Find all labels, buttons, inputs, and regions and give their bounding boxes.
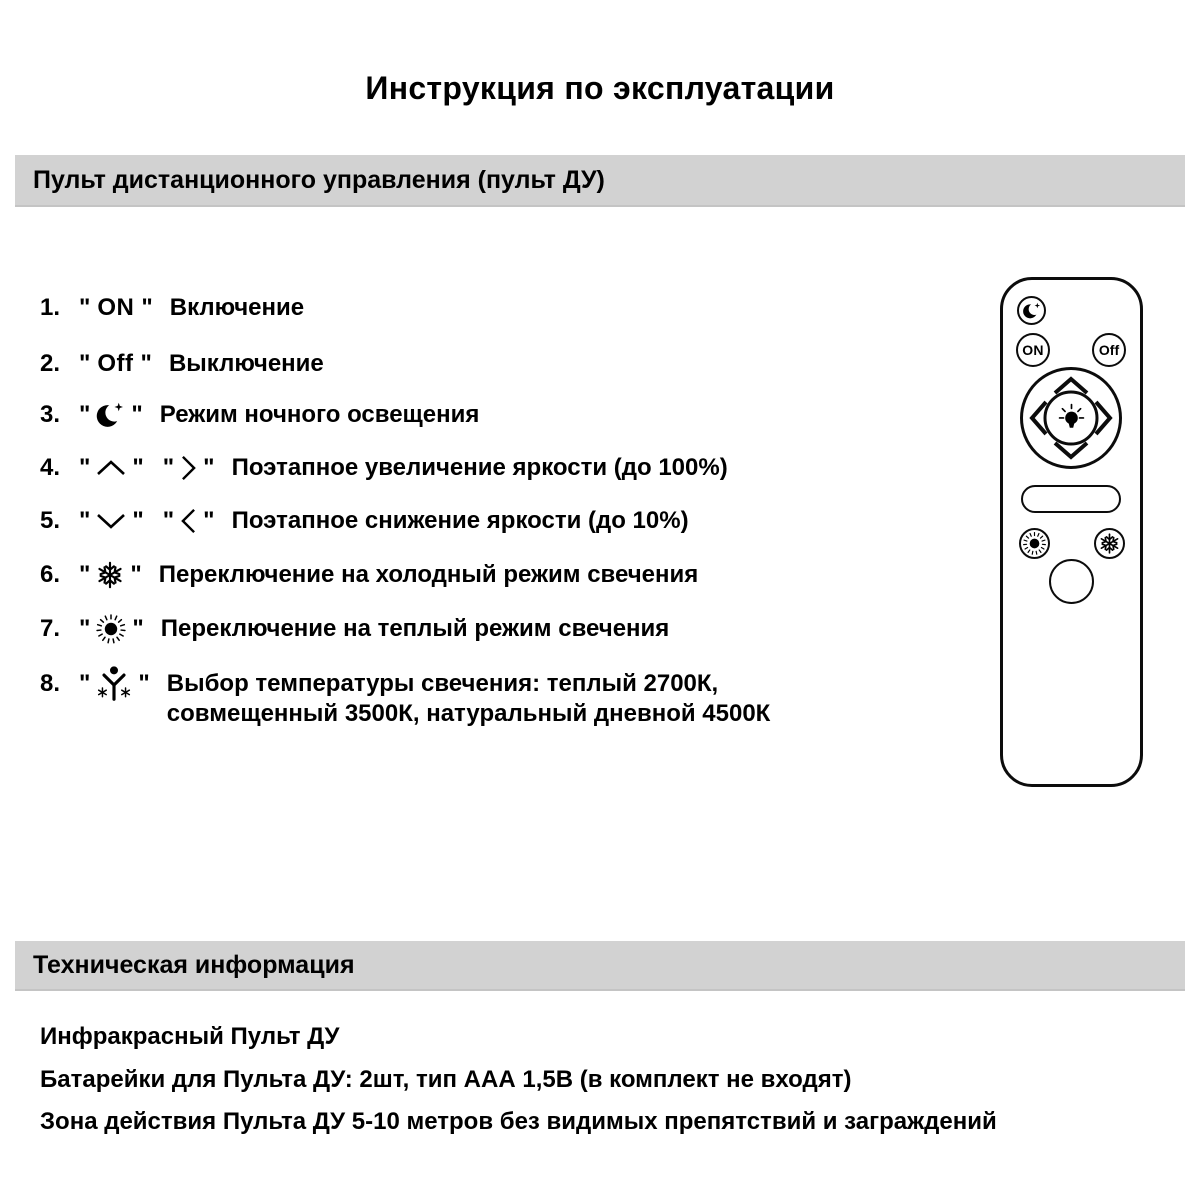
remote-night-mode-button bbox=[1017, 296, 1046, 325]
item-description bbox=[167, 669, 771, 729]
list-item-cold-mode bbox=[40, 559, 698, 591]
temperature-select-icon bbox=[95, 663, 133, 705]
item-description-line-2: совмещенный 3500К, натуральный дневной 4500К bbox=[166, 700, 771, 727]
remote-light-button bbox=[1044, 391, 1099, 446]
item-number: 6. bbox=[40, 561, 61, 588]
quote-mark: " bbox=[79, 350, 91, 377]
moon-icon bbox=[1022, 301, 1042, 321]
quote-mark: " bbox=[79, 670, 91, 697]
quote-mark: " bbox=[79, 294, 91, 321]
snowflake-icon bbox=[95, 560, 125, 590]
list-item-warm-mode bbox=[40, 613, 669, 645]
chevron-up-icon bbox=[95, 458, 127, 478]
sun-icon bbox=[95, 613, 127, 645]
remote-warm-mode-button bbox=[1019, 528, 1050, 559]
quote-mark: " bbox=[79, 507, 91, 534]
item-number: 3. bbox=[40, 401, 61, 428]
quote-mark: " bbox=[138, 670, 150, 697]
list-item-brightness-up bbox=[40, 452, 728, 484]
off-key-label: Off bbox=[97, 350, 134, 377]
chevron-left-icon bbox=[179, 507, 198, 535]
chevron-down-icon bbox=[95, 511, 127, 531]
item-number: 4. bbox=[40, 454, 61, 481]
tech-info-line-3: Зона действия Пульта ДУ 5-10 метров без видимых препятствий и заграждений bbox=[40, 1108, 997, 1135]
remote-on-label: ON bbox=[1022, 342, 1044, 358]
quote-mark: " bbox=[141, 294, 153, 321]
list-item-night-mode bbox=[40, 399, 479, 431]
item-description: Режим ночного освещения bbox=[159, 401, 480, 428]
item-number: 1. bbox=[40, 294, 61, 321]
on-key-label: ON bbox=[97, 294, 135, 321]
list-item-temperature-select bbox=[40, 669, 770, 729]
remote-cold-mode-button bbox=[1094, 528, 1125, 559]
moon-icon bbox=[95, 400, 126, 431]
item-description: Поэтапное снижение яркости (до 10%) bbox=[231, 507, 689, 534]
snowflake-icon bbox=[1098, 532, 1121, 555]
item-description: Поэтапное увеличение яркости (до 100%) bbox=[231, 454, 728, 481]
remote-on-button bbox=[1016, 333, 1050, 367]
quote-mark: " bbox=[132, 615, 144, 642]
remote-pill-button bbox=[1021, 485, 1121, 513]
list-item-on bbox=[40, 292, 304, 324]
sun-icon bbox=[1022, 531, 1047, 556]
remote-control-diagram bbox=[1000, 277, 1143, 787]
item-number: 2. bbox=[40, 350, 61, 377]
quote-mark: " bbox=[132, 507, 144, 534]
quote-mark: " bbox=[132, 454, 144, 481]
item-number: 5. bbox=[40, 507, 61, 534]
quote-mark: " bbox=[162, 507, 175, 534]
light-bulb-icon bbox=[1053, 400, 1089, 436]
quote-mark: " bbox=[79, 615, 91, 642]
quote-mark: " bbox=[131, 401, 143, 428]
section-heading-remote: Пульт дистанционного управления (пульт ДУ) bbox=[33, 165, 605, 194]
quote-mark: " bbox=[130, 561, 142, 588]
remote-bottom-round-button bbox=[1049, 559, 1094, 604]
item-description-line-1: Выбор температуры свечения: теплый 2700К, bbox=[166, 670, 719, 697]
item-number: 7. bbox=[40, 615, 61, 642]
item-description: Переключение на теплый режим свечения bbox=[160, 615, 670, 642]
item-description: Переключение на холодный режим свечения bbox=[158, 561, 699, 588]
item-number: 8. bbox=[40, 670, 61, 697]
item-description: Включение bbox=[169, 294, 305, 321]
remote-off-label: Off bbox=[1098, 342, 1120, 358]
list-item-brightness-down bbox=[40, 505, 689, 537]
section-heading-tech-bar bbox=[15, 941, 1185, 991]
section-heading-tech: Техническая информация bbox=[33, 950, 355, 979]
quote-mark: " bbox=[79, 401, 91, 428]
remote-brightness-dpad bbox=[1020, 367, 1122, 469]
quote-mark: " bbox=[79, 454, 91, 481]
quote-mark: " bbox=[79, 561, 91, 588]
tech-info-line-1: Инфракрасный Пульт ДУ bbox=[40, 1023, 340, 1050]
quote-mark: " bbox=[140, 350, 152, 377]
quote-mark: " bbox=[162, 454, 175, 481]
chevron-right-icon bbox=[179, 454, 198, 482]
item-description: Выключение bbox=[168, 350, 324, 377]
remote-off-button bbox=[1092, 333, 1126, 367]
quote-mark: " bbox=[203, 454, 215, 481]
page-title: Инструкция по эксплуатации bbox=[365, 70, 835, 106]
tech-info-line-2: Батарейки для Пульта ДУ: 2шт, тип ААА 1,5В (в комплект не входят) bbox=[40, 1066, 852, 1093]
quote-mark: " bbox=[203, 507, 215, 534]
section-heading-remote-bar bbox=[15, 155, 1185, 207]
list-item-off bbox=[40, 348, 324, 380]
